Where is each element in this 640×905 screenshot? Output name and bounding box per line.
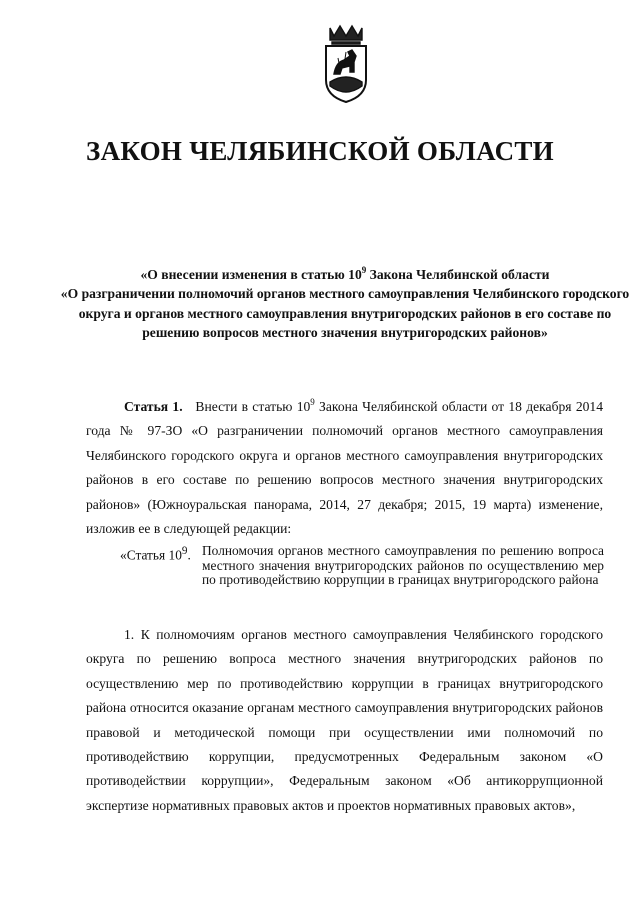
quoted-article-number: «Статья $10^9$. [120,545,191,563]
subtitle-line1-before: «О внесении изменения в статью 10 [140,267,362,282]
subtitle-superscript: 9 [361,265,367,275]
article-1-superscript: 9 [310,397,315,407]
quoted-article-title: Полномочия органов местного самоуправления по решению вопроса местного значения внутригородских районов по осуществлению мер по противодействию коррупции в границах внутригородского района [202,543,604,588]
law-subtitle [60,265,630,342]
quoted-article-heading [120,544,604,588]
article-1-paragraph [86,395,603,541]
subtitle-line1-after: Закона Челябинской области [366,267,550,282]
paragraph-1-text: 1. К полномочиям органов местного самоуправления Челябинского городского округа по решению вопроса местного значения внутригородских районов по осуществлению мер по противодействию коррупции в границах внутригородского района относится оказание органам местного самоуправления внутригородских районов правовой и методической помощи при осуществлении ими полномочий по противодействию коррупции, предусмотренных Федеральным законом «О противодействии коррупции», Федеральным законом «Об антикоррупционной экспертизе нормативных правовых актов и проектов нормативных правовых актов», [86,627,603,813]
article-1-text-before: Внести в статью 10 [195,399,311,414]
article-1-label: Статья 1. [124,399,183,414]
subtitle-rest: «О разграничении полномочий органов местного самоуправления Челябинского городского округа и органов местного самоуправления внутригородских районов в его составе по решению вопросов местного значения внутригородских районов» [60,286,630,340]
document-title: ЗАКОН ЧЕЛЯБИНСКОЙ ОБЛАСТИ [86,136,554,166]
paragraph-1 [86,623,603,818]
article-1-text-after: Закона Челябинской области от 18 декабря 2014 года № 97-ЗО «О разграничении полномочий органов местного самоуправления Челябинского городского округа и органов местного самоуправления внутригородских районов в его составе по решению вопросов местного значения внутригородских районов» (Южноуральская панорама, 2014, 27 декабря; 2015, 19 марта) изменение, изложив ее в следующей редакции: [86,399,604,537]
coat-of-arms-emblem [318,22,374,104]
